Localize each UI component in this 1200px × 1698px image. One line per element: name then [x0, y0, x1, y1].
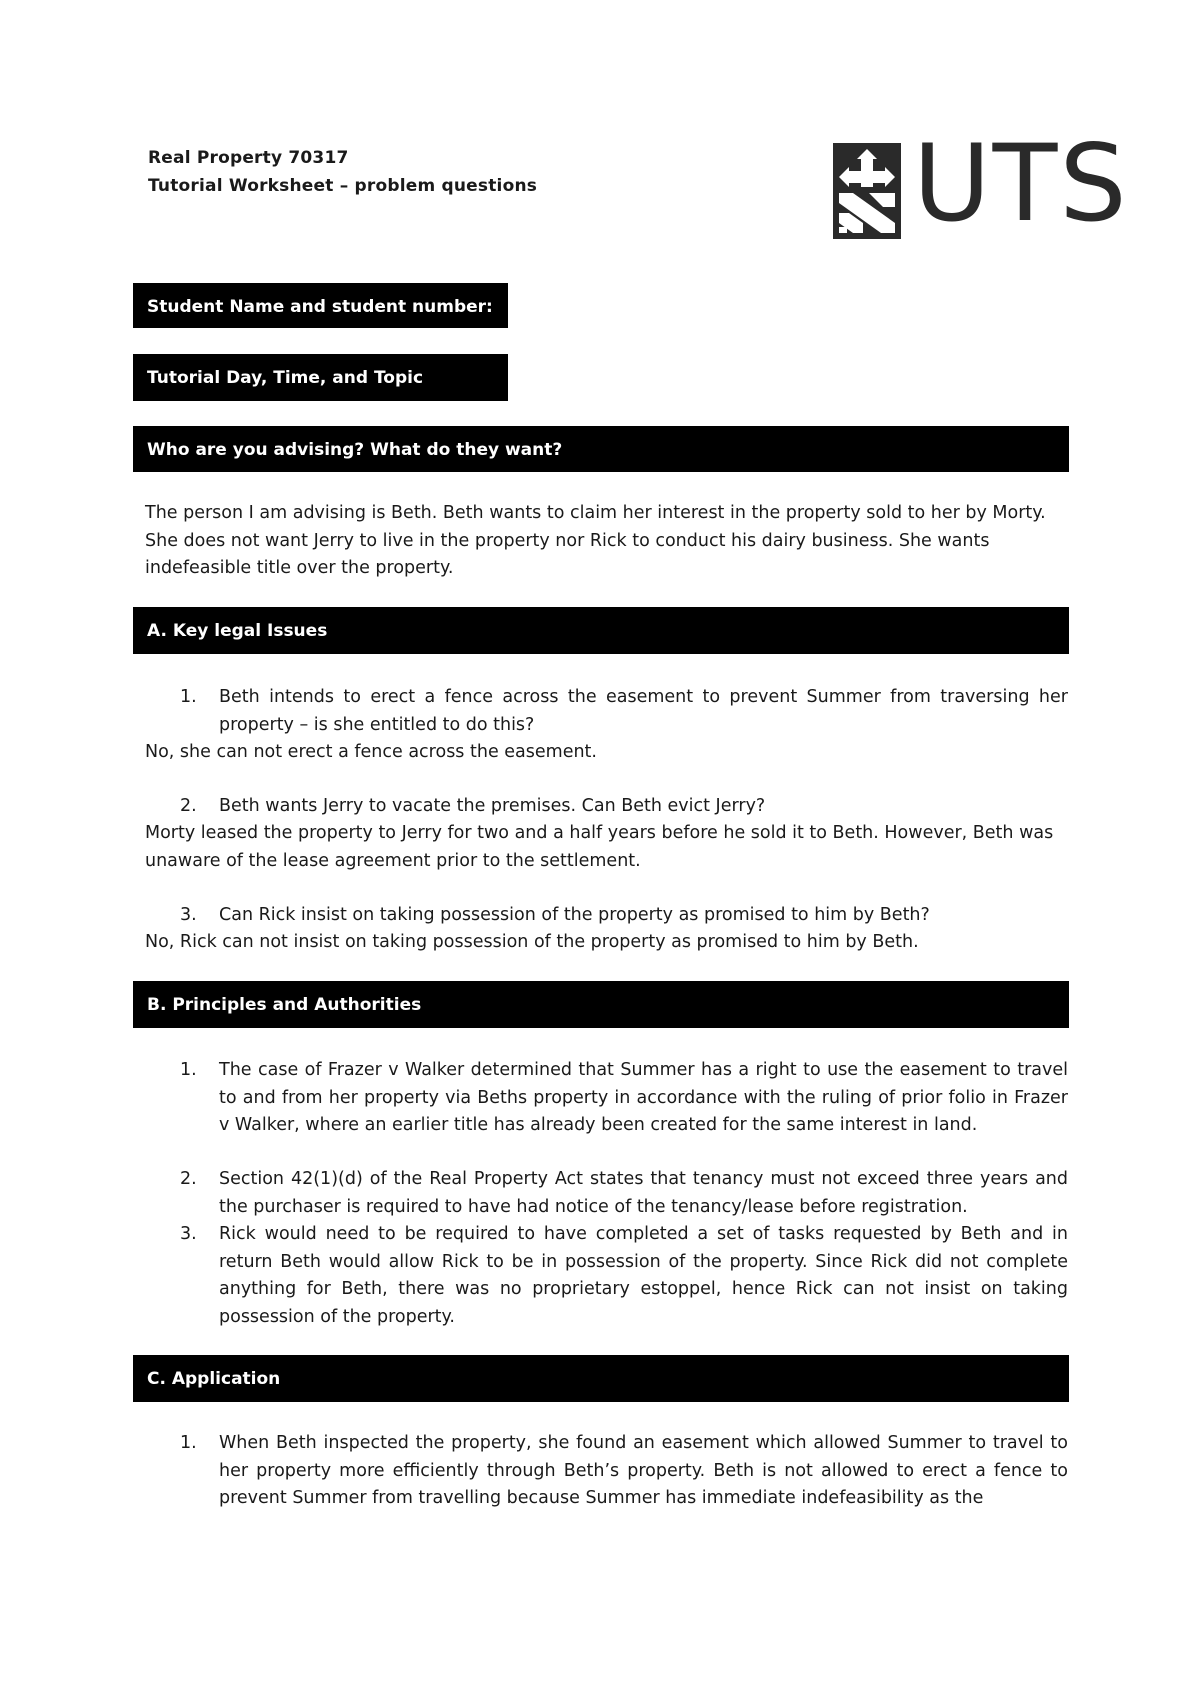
- advising-heading: Who are you advising? What do they want?: [133, 426, 1069, 472]
- issue-item: [148, 793, 1068, 821]
- principle-item: [148, 1057, 1068, 1140]
- principle-text: Section 42(1)(d) of the Real Property Act states that tenancy must not exceed three years and the purchaser is required to have had notice of the tenancy/lease before registration.: [219, 1169, 1068, 1217]
- advising-text: The person I am advising is Beth. Beth wants to claim her interest in the property sold to her by Morty. She does not want Jerry to live in the property nor Rick to conduct his dairy business. She wants indefeasible title over the property.: [145, 503, 1046, 578]
- issue-number: 3.: [180, 905, 197, 925]
- principle-text: Rick would need to be required to have completed a set of tasks requested by Beth and in return Beth would allow Rick to be in possession of the property. Since Rick did not complete anything for Beth, there was no proprietary estoppel, hence Rick can not insist on taking possession of the property.: [219, 1224, 1068, 1327]
- application-text: When Beth inspected the property, she found an easement which allowed Summer to travel to her property more efficiently through Beth’s property. Beth is not allowed to erect a fence to prevent Summer from travelling because Summer has immediate indefeasibility as the: [219, 1433, 1068, 1508]
- course-title: Real Property 70317: [148, 148, 349, 168]
- application-item: [148, 1430, 1068, 1513]
- tutorial-details-field[interactable]: Tutorial Day, Time, and Topic: [133, 354, 508, 401]
- principle-item: [148, 1166, 1068, 1221]
- issue-answer: Morty leased the property to Jerry for two and a half years before he sold it to Beth. However, Beth was unaware of the lease agreement prior to the settlement.: [145, 823, 1054, 871]
- student-name-field[interactable]: Student Name and student number:: [133, 283, 508, 328]
- issue-number: 1.: [180, 687, 197, 707]
- issue-number: 2.: [180, 796, 197, 816]
- issue-question: Beth intends to erect a fence across the easement to prevent Summer from traversing her property – is she entitled to do this?: [219, 687, 1068, 735]
- uts-wordmark: UTS: [913, 122, 1129, 245]
- section-b-heading: B. Principles and Authorities: [133, 981, 1069, 1028]
- issue-answer: No, she can not erect a fence across the easement.: [145, 742, 597, 762]
- section-c-heading: C. Application: [133, 1355, 1069, 1402]
- uts-logo: [833, 122, 1129, 245]
- issue-answer: No, Rick can not insist on taking possession of the property as promised to him by Beth.: [145, 932, 919, 952]
- principle-number: 3.: [180, 1224, 197, 1244]
- issue-item: [148, 902, 1068, 930]
- section-a-heading: A. Key legal Issues: [133, 607, 1069, 654]
- worksheet-title: Tutorial Worksheet – problem questions: [148, 176, 538, 196]
- principle-text: The case of Frazer v Walker determined that Summer has a right to use the easement to travel to and from her property via Beths property in accordance with the ruling of prior folio in Frazer v Walker, where an earlier title has already been created for the same interest in land.: [219, 1060, 1068, 1135]
- principle-number: 1.: [180, 1060, 197, 1080]
- principle-number: 2.: [180, 1169, 197, 1189]
- issue-question: Can Rick insist on taking possession of the property as promised to him by Beth?: [219, 905, 930, 925]
- uts-crest-icon: [833, 143, 901, 239]
- principle-item: [148, 1221, 1068, 1331]
- issue-question: Beth wants Jerry to vacate the premises. Can Beth evict Jerry?: [219, 796, 766, 816]
- application-number: 1.: [180, 1433, 197, 1453]
- issue-item: [148, 684, 1068, 739]
